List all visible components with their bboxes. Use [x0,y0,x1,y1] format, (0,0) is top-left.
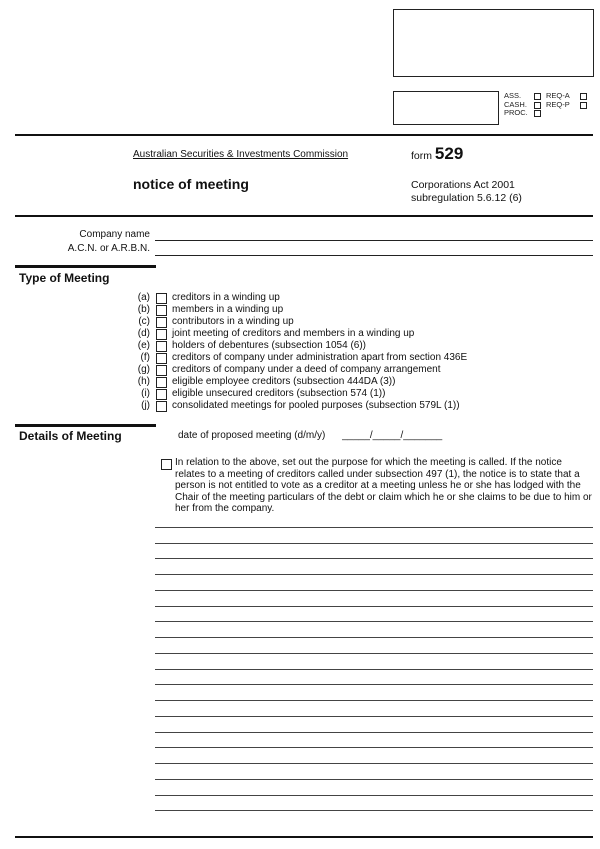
purpose-writing-line[interactable] [155,669,593,670]
meeting-option[interactable] [130,304,530,316]
purpose-writing-line[interactable] [155,574,593,575]
meeting-option[interactable] [130,316,530,328]
company-name-field[interactable] [155,228,593,241]
purpose-writing-line[interactable] [155,653,593,654]
option-key: (f) [140,352,150,363]
option-key: (h) [137,376,150,387]
option-label: creditors in a winding up [172,292,280,303]
office-use-codes [504,92,594,122]
form-number-value: 529 [434,144,464,163]
purpose-writing-line[interactable] [155,716,593,717]
type-of-meeting-heading: Type of Meeting [19,271,110,285]
meeting-date-field[interactable]: _____/_____/_______ [342,430,443,441]
purpose-writing-line[interactable] [155,732,593,733]
form-number [411,144,463,164]
purpose-writing-line[interactable] [155,810,593,811]
purpose-writing-line[interactable] [155,621,593,622]
purpose-writing-line[interactable] [155,527,593,528]
office-checkbox[interactable] [534,102,541,109]
option-checkbox[interactable] [156,305,167,316]
top-right-office-box [393,9,594,77]
lodgement-box [393,91,499,125]
purpose-checkbox[interactable] [161,459,172,470]
meeting-option[interactable] [130,328,530,340]
purpose-writing-line[interactable] [155,779,593,780]
details-of-meeting-heading: Details of Meeting [19,429,122,443]
option-key: (d) [137,328,150,339]
purpose-writing-line[interactable] [155,558,593,559]
option-key: (e) [137,340,150,351]
meeting-option[interactable] [130,364,530,376]
purpose-writing-line[interactable] [155,700,593,701]
option-checkbox[interactable] [156,293,167,304]
office-code-cash: CASH. [504,99,527,109]
section-tab-rule [15,424,156,427]
option-label: holders of debentures (subsection 1054 (6)) [172,340,367,351]
purpose-writing-line[interactable] [155,606,593,607]
option-checkbox[interactable] [156,329,167,340]
option-key: (j) [141,400,150,411]
option-checkbox[interactable] [156,401,167,412]
purpose-writing-line[interactable] [155,637,593,638]
option-checkbox[interactable] [156,389,167,400]
option-checkbox[interactable] [156,377,167,388]
option-label: eligible unsecured creditors (subsection 574 (1)) [172,388,386,399]
meeting-option[interactable] [130,292,530,304]
meeting-option[interactable] [130,376,530,388]
purpose-writing-line[interactable] [155,590,593,591]
acn-label: A.C.N. or A.R.B.N. [67,243,150,254]
option-label: contributors in a winding up [172,316,294,327]
footer-rule [15,836,593,838]
section-tab-rule [15,265,156,268]
office-checkbox[interactable] [580,93,587,100]
purpose-writing-line[interactable] [155,747,593,748]
form-label: form [411,150,432,162]
option-checkbox[interactable] [156,341,167,352]
option-label: creditors of company under a deed of company arrangement [172,364,441,375]
legislation-ref [411,179,522,205]
meeting-date-row [178,430,442,441]
option-key: (b) [137,304,150,315]
option-key: (c) [138,316,150,327]
meeting-option[interactable] [130,388,530,400]
option-label: consolidated meetings for pooled purposes (subsection 579L (1)) [172,400,460,411]
purpose-writing-line[interactable] [155,795,593,796]
option-checkbox[interactable] [156,317,167,328]
header-bottom-rule [15,215,593,217]
meeting-option[interactable] [130,340,530,352]
header-top-rule [15,134,593,136]
option-key: (g) [137,364,150,375]
option-label: creditors of company under administration apart from section 436E [172,352,468,363]
meeting-date-label: date of proposed meeting (d/m/y) [178,430,326,441]
option-label: joint meeting of creditors and members in a winding up [172,328,415,339]
acn-field[interactable] [155,243,593,256]
option-label: eligible employee creditors (subsection 444DA (3)) [172,376,396,387]
office-checkbox[interactable] [580,102,587,109]
option-key: (i) [141,388,150,399]
regulation-ref: subregulation 5.6.12 (6) [411,192,522,204]
purpose-writing-line[interactable] [155,684,593,685]
act-name: Corporations Act 2001 [411,179,515,191]
purpose-instructions: In relation to the above, set out the purpose for which the meeting is called. If the notice relates to a meeting of creditors called under subsection 497 (1), the notice is to state that a person is not entitled to vote as a creditor at a meeting unless he or she has lodged with the Chair of the meeting particulars of the debt or claim which he or she claims to be due to him or her from the company. [175,457,592,515]
purpose-writing-line[interactable] [155,543,593,544]
company-name-label: Company name [79,229,150,240]
option-label: members in a winding up [172,304,284,315]
meeting-option[interactable] [130,352,530,364]
office-checkbox[interactable] [534,110,541,117]
option-checkbox[interactable] [156,353,167,364]
office-code-req-a: REQ-A [546,91,570,100]
meeting-option[interactable] [130,400,550,412]
option-key: (a) [137,292,150,303]
option-checkbox[interactable] [156,365,167,376]
agency-name: Australian Securities & Investments Commission [133,149,349,160]
purpose-writing-line[interactable] [155,763,593,764]
office-code-proc: PROC. [504,108,528,117]
office-code-req-p: REQ-P [546,99,570,109]
office-code-ass: ASS. [504,91,522,100]
page-title: notice of meeting [133,176,249,192]
office-checkbox[interactable] [534,93,541,100]
